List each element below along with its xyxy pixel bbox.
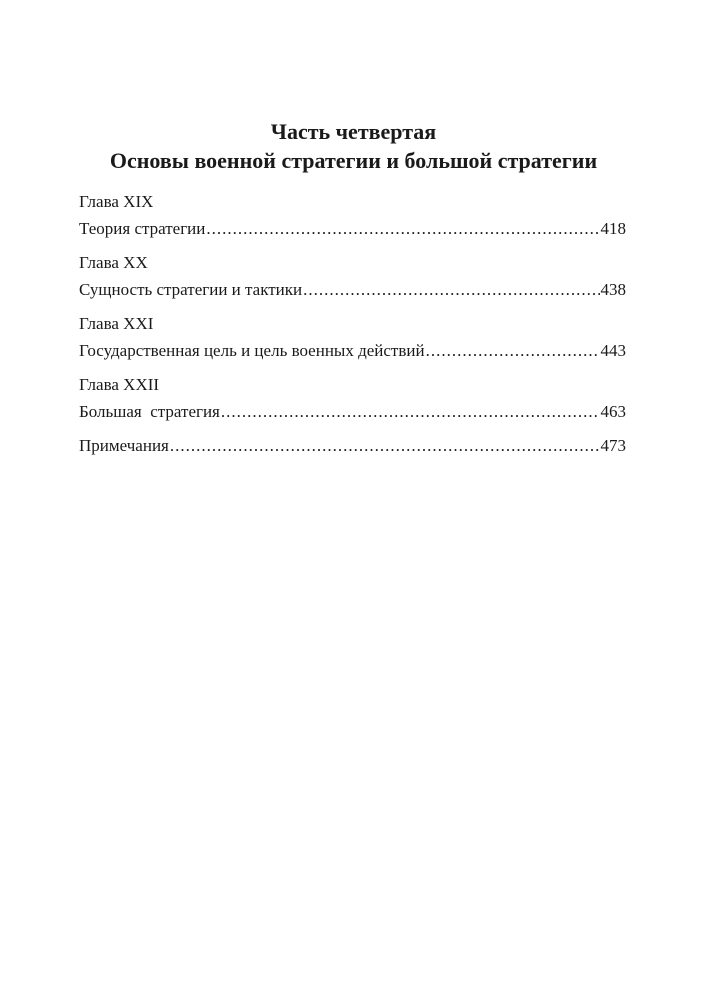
chapter-label: Глава XXII: [79, 375, 160, 394]
toc-row: [79, 398, 626, 425]
page-number: 443: [600, 341, 626, 360]
chapter-title: Большая стратегия: [79, 402, 220, 421]
toc-entry[interactable]: [79, 249, 626, 303]
toc-entry-notes[interactable]: [79, 432, 626, 459]
dot-leader: [426, 337, 600, 364]
chapter-label: Глава XIX: [79, 192, 154, 211]
part-title: Основы военной стратегии и большой стратегии: [109, 148, 598, 173]
chapter-title: Теория стратегии: [79, 219, 206, 238]
page-number: 418: [600, 219, 626, 238]
chapter-label: Глава XXI: [79, 314, 154, 333]
page-number: 473: [600, 436, 626, 455]
toc-row: [79, 276, 626, 303]
toc-row: [79, 432, 626, 459]
toc-entry[interactable]: [79, 371, 626, 425]
dot-leader: [303, 276, 599, 303]
page-number: 438: [600, 280, 626, 299]
dot-leader: [206, 215, 599, 242]
toc-entry[interactable]: [79, 310, 626, 364]
toc-row: [79, 215, 626, 242]
part-header: [0, 117, 707, 175]
chapter-title: Государственная цель и цель военных действий: [79, 341, 425, 360]
page-number: 463: [600, 402, 626, 421]
dot-leader: [170, 432, 600, 459]
toc-row: [79, 337, 626, 364]
part-label: Часть четвертая: [270, 119, 437, 144]
toc-entry[interactable]: [79, 188, 626, 242]
chapter-title: Сущность стратегии и тактики: [79, 280, 303, 299]
dot-leader: [221, 398, 600, 425]
notes-title: Примечания: [79, 436, 169, 455]
chapter-label: Глава XX: [79, 253, 148, 272]
table-of-contents: [79, 188, 626, 459]
